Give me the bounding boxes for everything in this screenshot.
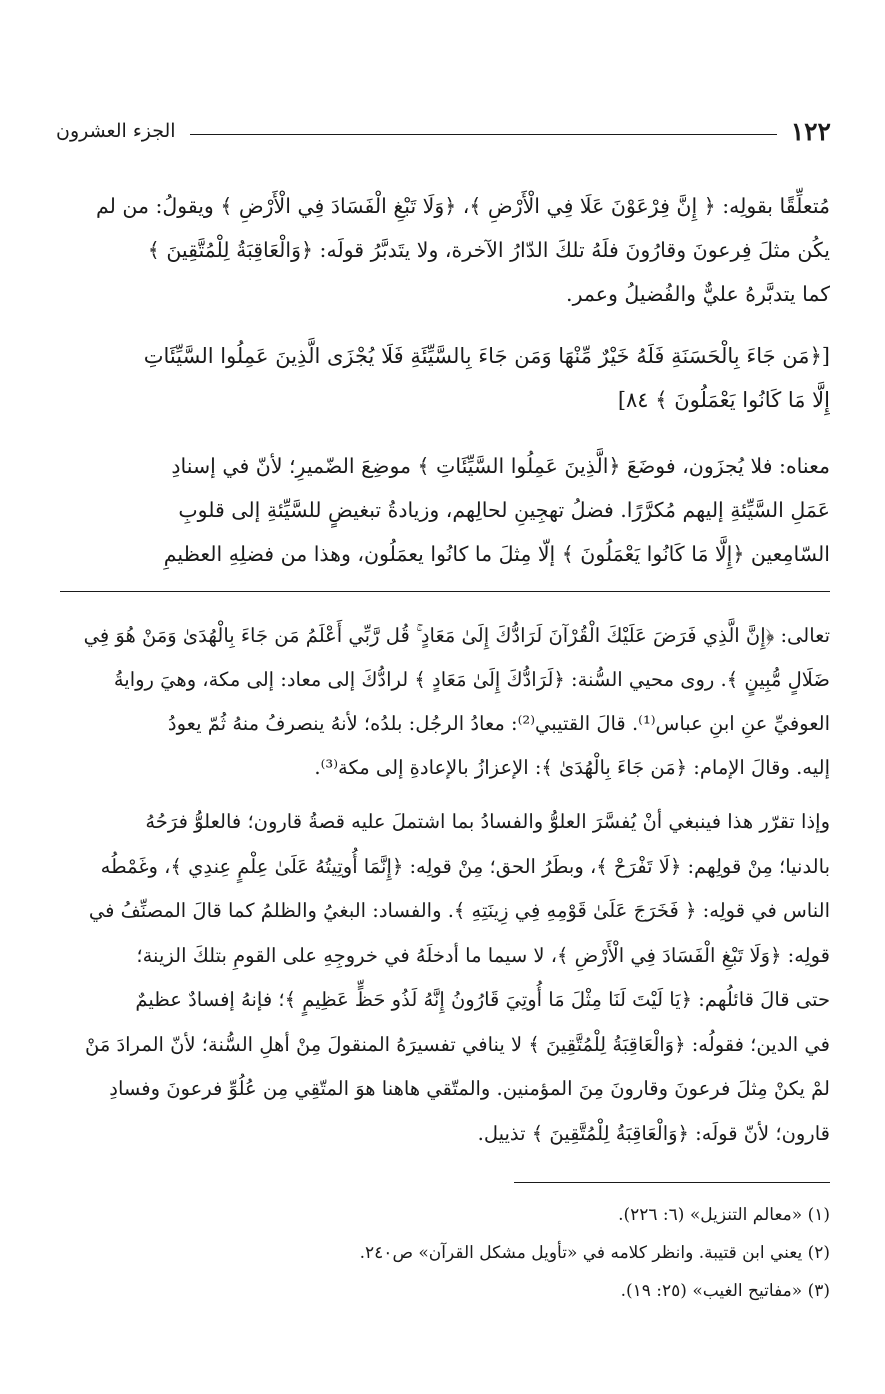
text-line: تعالى: ﴿إِنَّ الَّذِي فَرَضَ عَلَيْكَ الْقُرْآنَ لَرَادُّكَ إِلَىٰ مَعَادٍ ۚ قُل رَّبِّي أَعْلَمُ مَن جَاءَ بِالْهُدَىٰ وَمَنْ هُوَ فِي: [83, 624, 830, 647]
page-number: ١٢٢: [790, 116, 831, 146]
footnote: (١) «معالم التنزيل» (٦: ٢٢٦).: [618, 1205, 830, 1225]
footnote: (٣) «مفاتيح الغيب» (٢٥: ١٩).: [620, 1281, 830, 1301]
running-header: [56, 116, 831, 146]
text-line: كما يتدبَّرهُ عليٌّ والفُضيلُ وعمر.: [566, 282, 830, 306]
footnote: (٢) يعني ابن قتيبة. وانظر كلامه في «تأويل مشكل القرآن» ص٢٤٠.: [359, 1243, 830, 1263]
text-line: حتى قالَ قائلُهم: ﴿يَا لَيْتَ لَنَا مِثْلَ مَا أُوتِيَ قَارُونُ إِنَّهُ لَذُو حَظٍّ عَظِيمٍ ﴾؛ فإنهُ إفسادٌ عظيمٌ: [135, 988, 830, 1011]
text-line: عَمَلِ السَّيِّئةِ إليهم مُكرَّرًا. فضلُ تهجِينِ لحالِهم، وزيادةُ تبغيضٍ للسَّيِّئةِ إلى قلوبِ: [178, 498, 830, 522]
commentary-divider: [60, 591, 830, 592]
footnote-divider: [514, 1182, 830, 1183]
text-line: في الدين؛ فقولُه: ﴿وَالْعَاقِبَةُ لِلْمُتَّقِينَ ﴾ لا ينافي تفسيرَهُ المنقولَ مِنْ أهلِ السُّنة؛ لأنّ المرادَ مَنْ: [84, 1032, 830, 1056]
verse-line: [﴿مَن جَاءَ بِالْحَسَنَةِ فَلَهُ خَيْرٌ مِّنْهَا وَمَن جَاءَ بِالسَّيِّئَةِ فَلَا يُجْزَى الَّذِينَ عَمِلُوا السَّيِّئَاتِ: [143, 344, 830, 368]
paragraph-2: [60, 444, 830, 576]
quran-verse: [60, 334, 830, 422]
footnotes: [200, 1196, 830, 1310]
text-line: قارون؛ لأنّ قولَه: ﴿وَالْعَاقِبَةُ لِلْمُتَّقِينَ ﴾ تذييل.: [477, 1121, 830, 1145]
text-line: قولِه: ﴿وَلَا تَبْغِ الْفَسَادَ فِي الْأَرْضِ ﴾، لا سيما ما أدخلَهُ في خروجِهِ على القومِ بتلكَ الزينة؛: [136, 943, 830, 967]
verse-line: إِلَّا مَا كَانُوا يَعْمَلُونَ ﴾ ٨٤]: [617, 388, 830, 412]
text-line: السّامِعين ﴿إِلَّا مَا كَانُوا يَعْمَلُونَ ﴾ إلّا مِثلَ ما كانُوا يعمَلُون، وهذا من فضلِهِ العظيمِ: [163, 542, 830, 566]
text-line: يكُن مثلَ فِرعونَ وقارُونَ فلَهُ تلكَ الدّارُ الآخرة، ولا يتَدبَّرُ قولَه: ﴿وَالْعَاقِبَةُ لِلْمُتَّقِينَ ﴾: [147, 238, 830, 262]
paragraph-1: [60, 184, 830, 316]
commentary-paragraph-1: [60, 614, 830, 790]
text-line: وإذا تقرّر هذا فينبغي أنْ يُفسَّرَ العلوُّ والفسادُ بما اشتملَ عليه قصةُ قارون؛ فالعلوُّ فرَحُهُ: [145, 810, 830, 833]
running-title: الجزء العشرون: [56, 120, 176, 142]
text-line: معناه: فلا يُجزَون، فوضَعَ ﴿الَّذِينَ عَمِلُوا السَّيِّئَاتِ ﴾ موضِعَ الضّميرِ؛ لأنّ في إسنادِ: [171, 454, 830, 478]
text-line: العوفيِّ عنِ ابنِ عباس⁽¹⁾. قالَ القتيبي⁽²⁾: معادُ الرجُل: بلدُه؛ لأنهُ ينصرفُ منهُ ثُمّ يعودُ: [167, 712, 830, 735]
text-line: لمْ يكنْ مِثلَ فرعونَ وقارونَ مِنَ المؤمنين. والمتّقي هاهنا هوَ المتّقِي مِن عُلُوِّ فرعونَ وفسادِ: [109, 1077, 830, 1100]
text-line: بالدنيا؛ مِنْ قولِهم: ﴿لَا تَفْرَحْ ﴾، وبطَرُ الحق؛ مِنْ قولِه: ﴿إِنَّمَا أُوتِيتُهُ عَلَىٰ عِلْمٍ عِندِي ﴾، وغَمْطُه: [100, 854, 830, 878]
text-line: ضَلَالٍ مُّبِينٍ ﴾. روى محيي السُّنة: ﴿لَرَادُّكَ إِلَىٰ مَعَادٍ ﴾ لرادُّكَ إلى معاد: إلى مكة، وهيَ روايةُ: [113, 668, 830, 691]
text-line: الناس في قولِه: ﴿ فَخَرَجَ عَلَىٰ قَوْمِهِ فِي زِينَتِهِ ﴾. والفساد: البغيُ والظلمُ كما قالَ المصنِّفُ في: [88, 899, 830, 922]
header-rule: [190, 134, 777, 135]
commentary-paragraph-2: [60, 800, 830, 1156]
text-line: مُتعلِّقًا بقولِه: ﴿ إِنَّ فِرْعَوْنَ عَلَا فِي الْأَرْضِ ﴾، ﴿وَلَا تَبْغِ الْفَسَادَ فِي الْأَرْضِ ﴾ ويقولُ: من لم: [95, 194, 830, 218]
text-line: إليه. وقالَ الإمام: ﴿مَن جَاءَ بِالْهُدَىٰ ﴾: الإعزازُ بالإعادةِ إلى مكة⁽³⁾.: [314, 756, 830, 779]
